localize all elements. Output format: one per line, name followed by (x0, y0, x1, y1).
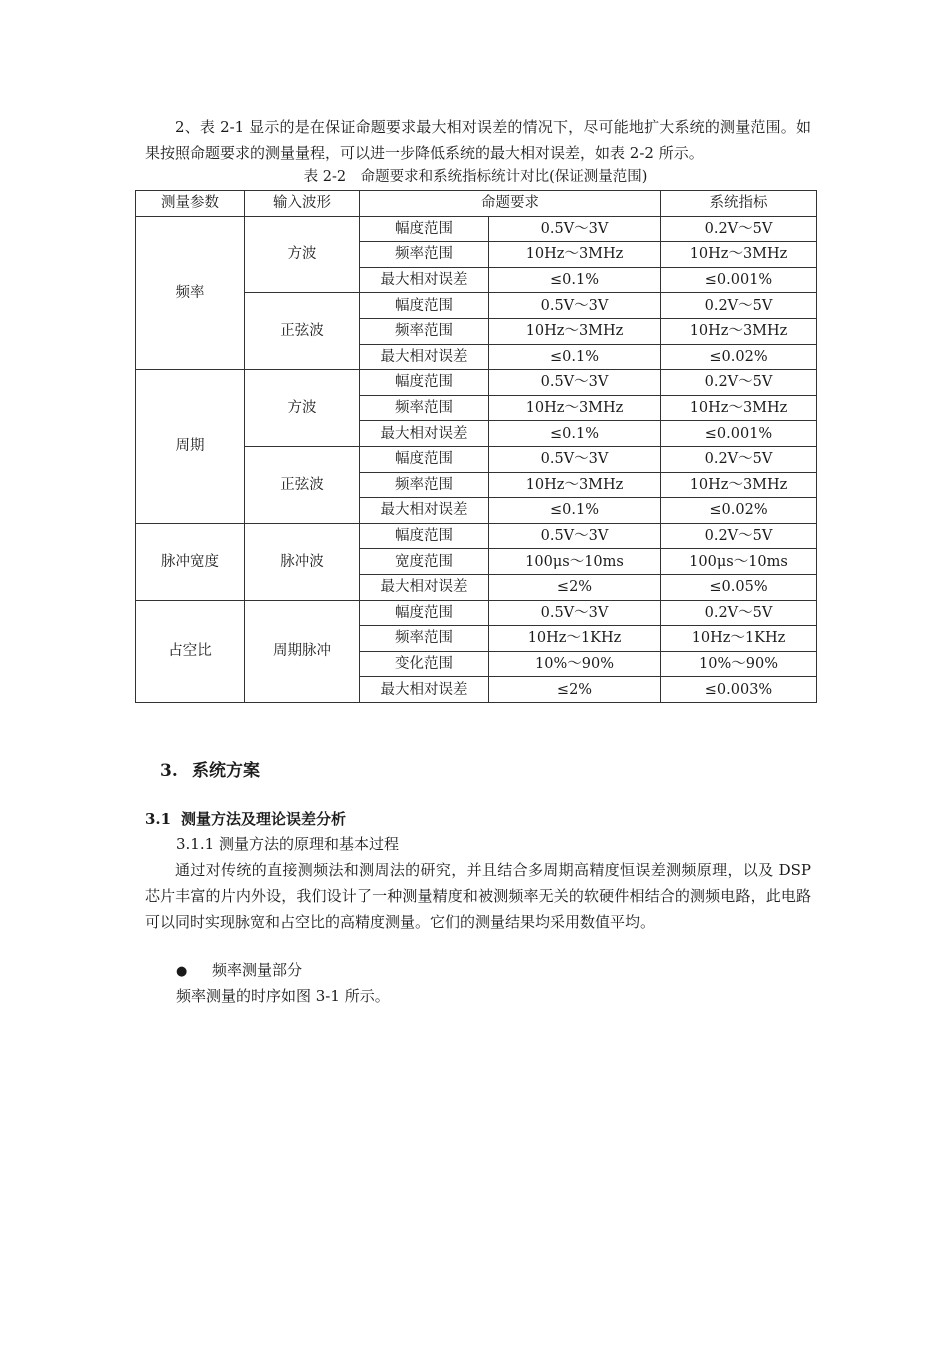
bullet-dot-icon: ● (176, 964, 188, 979)
cell-item: 宽度范围 (360, 549, 489, 575)
cell-item: 幅度范围 (360, 216, 489, 242)
cell-requirement: 100μs～10ms (489, 549, 661, 575)
cell-wave: 周期脉冲 (245, 600, 360, 702)
cell-system: 10%～90% (661, 651, 817, 677)
cell-system: 0.2V～5V (661, 216, 817, 242)
figure-reference: 频率测量的时序如图 3-1 所示。 (176, 987, 390, 1005)
header-param: 测量参数 (136, 191, 245, 217)
cell-wave: 方波 (245, 370, 360, 447)
cell-requirement: 10%～90% (489, 651, 661, 677)
table-header-row (136, 191, 817, 217)
cell-system: ≤0.02% (661, 498, 817, 524)
table-caption: 表 2-2 命题要求和系统指标统计对比(保证测量范围) (303, 169, 648, 185)
bullet-text: 频率测量部分 (212, 961, 303, 979)
cell-system: 10Hz～1KHz (661, 626, 817, 652)
cell-item: 最大相对误差 (360, 267, 489, 293)
cell-param: 脉冲宽度 (136, 523, 245, 600)
cell-item: 幅度范围 (360, 293, 489, 319)
cell-item: 最大相对误差 (360, 498, 489, 524)
cell-system: ≤0.001% (661, 267, 817, 293)
cell-requirement: 10Hz～3MHz (489, 395, 661, 421)
cell-item: 变化范围 (360, 651, 489, 677)
cell-requirement: 10Hz～3MHz (489, 472, 661, 498)
table-row (136, 370, 817, 396)
cell-requirement: 10Hz～3MHz (489, 318, 661, 344)
cell-param: 占空比 (136, 600, 245, 702)
cell-requirement: 0.5V～3V (489, 523, 661, 549)
cell-system: 100μs～10ms (661, 549, 817, 575)
cell-param: 周期 (136, 370, 245, 524)
cell-item: 频率范围 (360, 395, 489, 421)
table-row (136, 523, 817, 549)
cell-system: 0.2V～5V (661, 446, 817, 472)
subsubsection-title: 测量方法的原理和基本过程 (218, 835, 399, 853)
cell-requirement: 10Hz～3MHz (489, 242, 661, 268)
header-requirement: 命题要求 (360, 191, 661, 217)
cell-item: 频率范围 (360, 472, 489, 498)
cell-item: 最大相对误差 (360, 421, 489, 447)
cell-requirement: ≤0.1% (489, 498, 661, 524)
subsubsection-heading (176, 832, 399, 856)
cell-item: 频率范围 (360, 242, 489, 268)
cell-item: 幅度范围 (360, 370, 489, 396)
cell-requirement: ≤0.1% (489, 421, 661, 447)
cell-system: ≤0.02% (661, 344, 817, 370)
cell-requirement: 0.5V～3V (489, 293, 661, 319)
cell-wave: 脉冲波 (245, 523, 360, 600)
header-system: 系统指标 (661, 191, 817, 217)
cell-requirement: 0.5V～3V (489, 216, 661, 242)
cell-requirement: ≤0.1% (489, 267, 661, 293)
cell-wave: 正弦波 (245, 293, 360, 370)
cell-system: 10Hz～3MHz (661, 242, 817, 268)
cell-system: ≤0.05% (661, 574, 817, 600)
cell-param: 频率 (136, 216, 245, 370)
cell-system: 10Hz～3MHz (661, 318, 817, 344)
cell-requirement: 0.5V～3V (489, 370, 661, 396)
cell-system: 0.2V～5V (661, 600, 817, 626)
subsection-heading (145, 808, 346, 829)
cell-system: 0.2V～5V (661, 370, 817, 396)
section-heading (160, 756, 260, 781)
spec-comparison-table (135, 190, 817, 703)
cell-item: 最大相对误差 (360, 574, 489, 600)
header-wave: 输入波形 (245, 191, 360, 217)
bullet-item (176, 957, 302, 985)
intro-paragraph: 2、表 2-1 显示的是在保证命题要求最大相对误差的情况下，尽可能地扩大系统的测量范围。如果按照命题要求的测量量程，可以进一步降低系统的最大相对误差，如表 2-2 所示。 (145, 118, 811, 162)
body-paragraph: 通过对传统的直接测频法和测周法的研究，并且结合多周期高精度恒误差测频原理，以及 DSP 芯片丰富的片内外设，我们设计了一种测量精度和被测频率无关的软硬件相结合的测频电路，此电路可以同时实现脉宽和占空比的高精度测量。它们的测量结果均采用数值平均。 (145, 861, 811, 931)
cell-requirement: ≤0.1% (489, 344, 661, 370)
cell-system: 0.2V～5V (661, 523, 817, 549)
cell-system: ≤0.003% (661, 677, 817, 703)
cell-item: 最大相对误差 (360, 344, 489, 370)
table-row (136, 216, 817, 242)
table-body (136, 216, 817, 702)
section-title: 系统方案 (192, 761, 260, 781)
subsubsection-number: 3.1.1 (176, 835, 215, 853)
cell-requirement: 0.5V～3V (489, 600, 661, 626)
subsection-number: 3.1 (145, 810, 172, 828)
cell-item: 幅度范围 (360, 600, 489, 626)
cell-item: 最大相对误差 (360, 677, 489, 703)
cell-system: 10Hz～3MHz (661, 472, 817, 498)
cell-requirement: ≤2% (489, 574, 661, 600)
table-row (136, 600, 817, 626)
cell-system: ≤0.001% (661, 421, 817, 447)
cell-item: 幅度范围 (360, 446, 489, 472)
cell-item: 频率范围 (360, 318, 489, 344)
cell-system: 10Hz～3MHz (661, 395, 817, 421)
cell-system: 0.2V～5V (661, 293, 817, 319)
subsection-title: 测量方法及理论误差分析 (181, 810, 347, 828)
cell-wave: 方波 (245, 216, 360, 293)
cell-requirement: 10Hz～1KHz (489, 626, 661, 652)
cell-item: 幅度范围 (360, 523, 489, 549)
cell-requirement: 0.5V～3V (489, 446, 661, 472)
section-number: 3. (160, 761, 178, 781)
cell-requirement: ≤2% (489, 677, 661, 703)
cell-wave: 正弦波 (245, 446, 360, 523)
cell-item: 频率范围 (360, 626, 489, 652)
